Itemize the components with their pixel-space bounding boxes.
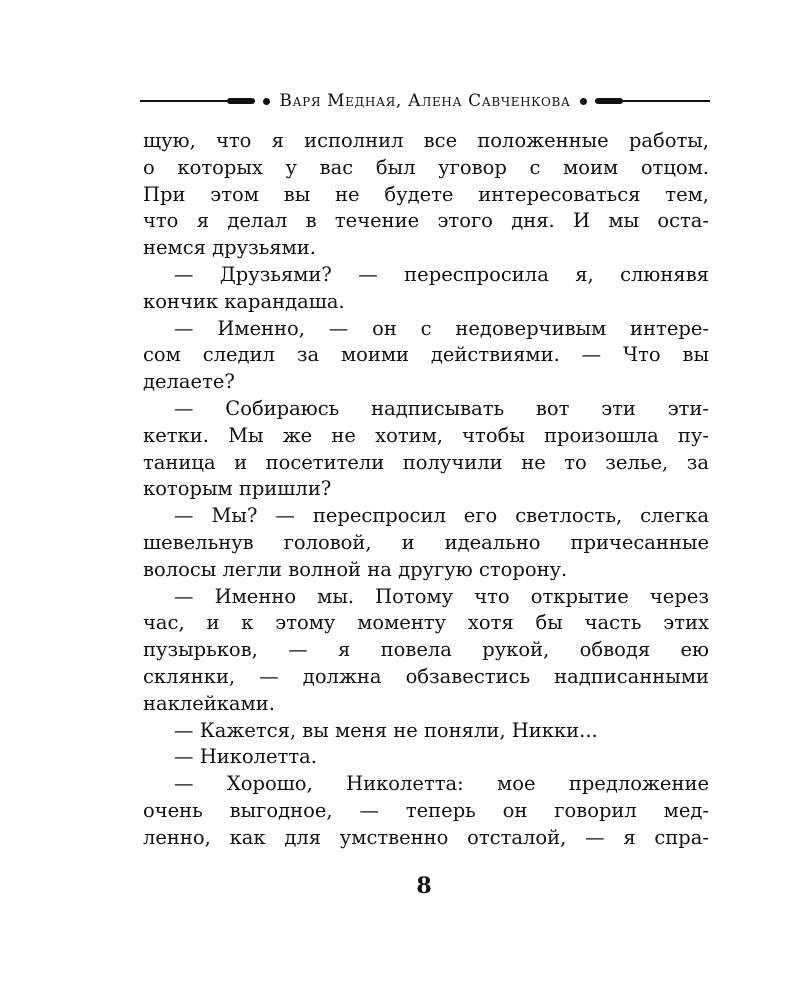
text-line: шевельнув головой, и идеально причесанные	[143, 530, 709, 554]
text-line: которым пришли?	[143, 477, 332, 501]
text-line: что я делал в течение этого дня. И мы оста-	[143, 209, 709, 233]
text-line: — Собираюсь надписывать вот эти эти-	[174, 396, 709, 420]
text-line: кетки. Мы же не хотим, чтобы произошла пу-	[143, 423, 709, 447]
text-line: — Именно, — он с недоверчивым интере-	[174, 316, 709, 340]
text-line: — Именно мы. Потому что открытие через	[174, 584, 709, 608]
text-line: — Николетта.	[174, 745, 317, 769]
text-line: — Кажется, вы меня не поняли, Никки...	[174, 718, 598, 742]
text-line: наклейками.	[143, 691, 275, 715]
text-line: ленно, как для умственно отсталой, — я спра-	[143, 825, 709, 849]
page-number: 8	[416, 873, 432, 899]
header-rule-left	[140, 100, 255, 102]
text-line: сом следил за моими действиями. — Что вы	[143, 343, 709, 367]
text-line: — Мы? — переспросил его светлость, слегка	[174, 504, 709, 528]
text-line: час, и к этому моменту хотя бы часть этих	[143, 611, 709, 635]
text-line: делаете?	[143, 370, 235, 394]
text-line: При этом вы не будете интересоваться тем,	[143, 182, 709, 206]
text-line: щую, что я исполнил все положенные работы,	[143, 129, 709, 152]
text-line: о которых у вас был уговор с моим отцом.	[143, 155, 709, 179]
running-header	[140, 86, 710, 116]
text-line: немся друзьями.	[143, 236, 317, 260]
text-line: кончик карандаша.	[143, 289, 345, 313]
text-line: таница и посетители получили не то зелье, за	[143, 450, 709, 474]
text-line: — Друзьями? — переспросила я, слюнявя	[174, 262, 709, 286]
text-line: — Хорошо, Николетта: мое предложение	[174, 772, 709, 796]
text-line: пузырьков, — я повела рукой, обводя ею	[143, 638, 709, 662]
text-line: волосы легли волной на другую сторону.	[143, 557, 568, 581]
running-title: Варя Медная, Алена Савченкова	[279, 91, 571, 111]
body-text	[143, 128, 709, 852]
header-rule-right	[595, 100, 710, 102]
header-bullet-left	[263, 98, 270, 105]
text-line: очень выгодное, — теперь он говорил мед-	[143, 798, 709, 822]
header-bullet-right	[580, 98, 587, 105]
text-line: склянки, — должна обзавестись надписанными	[143, 664, 709, 688]
